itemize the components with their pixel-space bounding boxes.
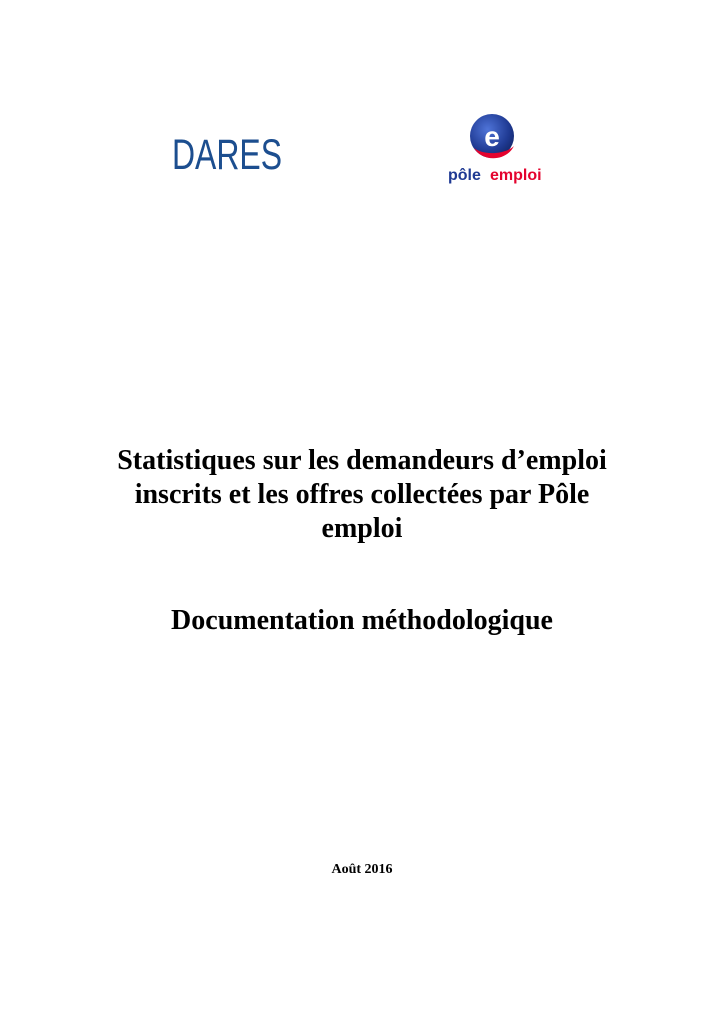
document-subtitle: Documentation méthodologique bbox=[171, 605, 553, 636]
title-block bbox=[60, 444, 664, 638]
pole-emploi-word-pole: pôle bbox=[448, 167, 481, 184]
document-date: Août 2016 bbox=[331, 862, 393, 877]
title-line-2: inscrits et les offres collectées par Pôle bbox=[134, 479, 590, 510]
dares-logo bbox=[172, 128, 284, 179]
pole-emploi-globe-icon bbox=[470, 114, 514, 158]
pole-emploi-mark-letter: e bbox=[484, 121, 500, 152]
pole-emploi-logo bbox=[444, 108, 544, 188]
title-line-1: Statistiques sur les demandeurs d’emploi bbox=[117, 445, 607, 476]
logos-header bbox=[0, 0, 724, 200]
document-title bbox=[60, 444, 664, 546]
dares-logo-text: DARES bbox=[172, 131, 282, 179]
title-line-3: emploi bbox=[321, 513, 403, 544]
pole-emploi-word-emploi: emploi bbox=[490, 167, 542, 184]
